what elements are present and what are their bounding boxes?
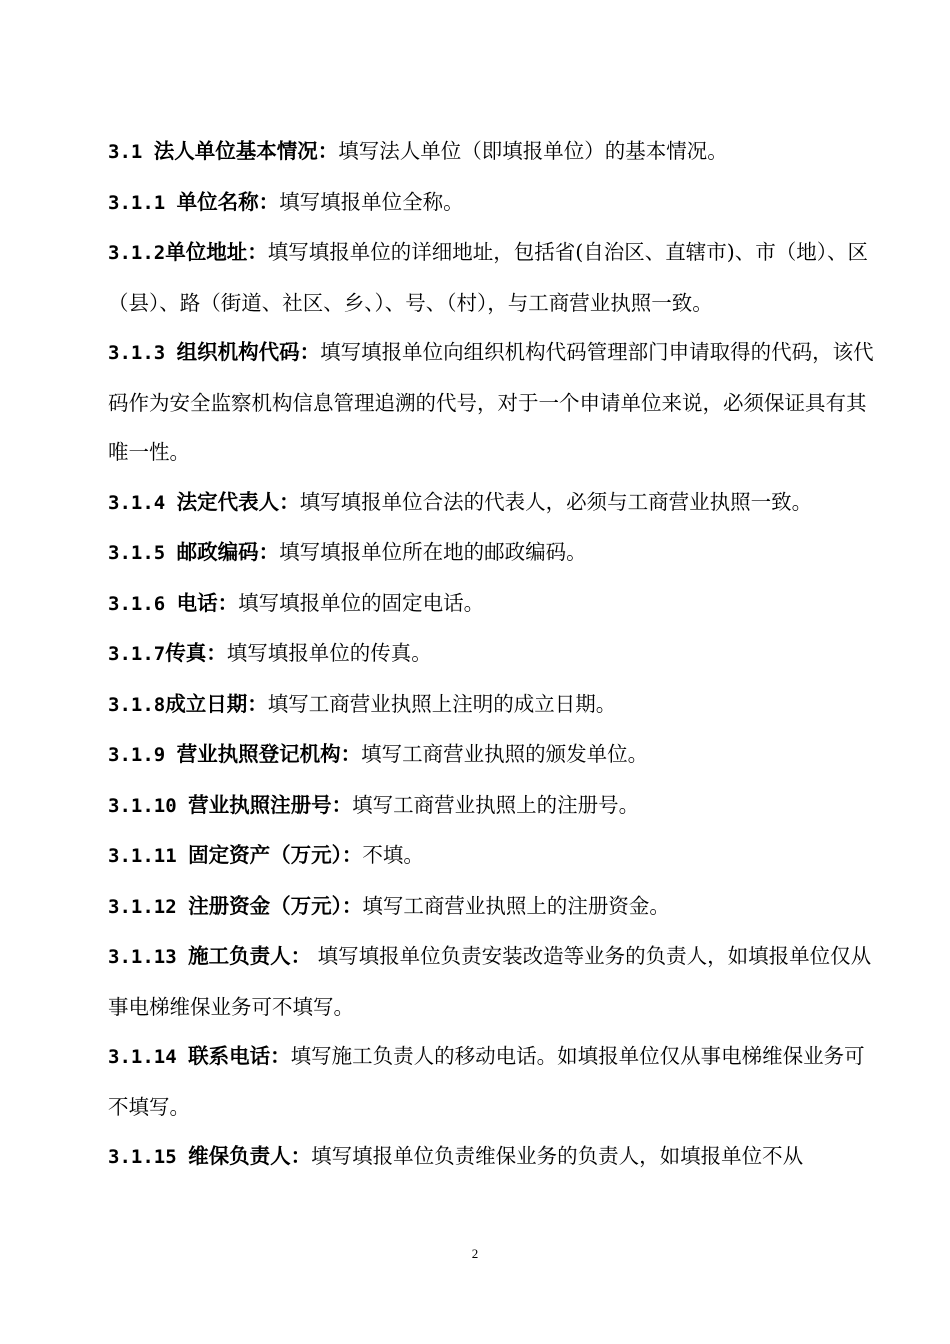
field-term: 邮政编码： [176, 540, 280, 564]
paragraph [108, 579, 878, 630]
section-number: 3.1.10 [108, 794, 189, 817]
field-term: 法人单位基本情况： [153, 139, 339, 163]
page-number: 2 [471, 1246, 479, 1261]
field-term: 注册资金（万元）： [188, 893, 363, 918]
paragraph [108, 730, 878, 781]
section-number: 3.1.14 [108, 1046, 189, 1068]
section-number: 3.1.1 [108, 191, 177, 214]
paragraph [108, 528, 878, 579]
field-term: 施工负责人： [188, 944, 312, 968]
field-description: 填写工商营业执照上的注册号。 [352, 792, 640, 817]
field-description: 填写填报单位负责安装改造等业务的负责人，如填报单位仅从事电梯维保业务可不填写。 [108, 944, 872, 1019]
section-number: 3.1.12 [108, 895, 189, 918]
section-number: 3.1.15 [108, 1146, 189, 1168]
field-description: 不填。 [362, 843, 424, 867]
section-number: 3.1.7 [108, 643, 166, 665]
section-number: 3.1.8 [108, 693, 166, 716]
field-term: 单位名称： [176, 189, 280, 214]
section-number: 3.1.6 [108, 592, 177, 615]
field-description: 填写填报单位的传真。 [226, 641, 432, 665]
field-term: 法定代表人： [176, 489, 300, 514]
field-description: 填写填报单位负责维保业务的负责人，如填报单位不从 [311, 1144, 804, 1168]
field-term: 固定资产（万元）： [188, 843, 363, 867]
field-description: 填写填报单位合法的代表人，必须与工商营业执照一致。 [299, 489, 813, 514]
paragraph [108, 178, 878, 229]
paragraph [108, 228, 878, 328]
field-description: 填写施工负责人的移动电话。如填报单位仅从事电梯维保业务可不填写。 [108, 1044, 865, 1119]
field-description: 填写法人单位（即填报单位）的基本情况。 [338, 139, 728, 163]
field-description: 填写填报单位的固定电话。 [238, 590, 485, 615]
paragraph [108, 781, 878, 832]
field-term: 营业执照注册号： [188, 792, 353, 817]
section-number: 3.1.2 [108, 242, 166, 264]
field-term: 联系电话： [188, 1044, 291, 1068]
field-description: 填写工商营业执照上的注册资金。 [362, 893, 670, 918]
field-description: 填写工商营业执照的颁发单位。 [361, 742, 649, 766]
document-body [108, 127, 878, 1183]
section-number: 3.1.9 [108, 744, 177, 766]
paragraph [108, 1132, 878, 1183]
field-term: 组织机构代码： [176, 340, 321, 364]
field-term: 成立日期： [165, 691, 268, 716]
field-term: 单位地址： [165, 240, 268, 264]
field-term: 营业执照登记机构： [176, 742, 362, 766]
section-number: 3.1.4 [108, 491, 177, 514]
section-number: 3.1 [108, 141, 154, 163]
paragraph [108, 629, 878, 680]
paragraph [108, 328, 878, 478]
field-description: 填写填报单位的详细地址，包括省(自治区、直辖市)、市（地）、区（县）、路（街道、社区、乡、）、号、（村），与工商营业执照一致。 [108, 240, 868, 315]
field-description: 填写填报单位向组织机构代码管理部门申请取得的代码，该代码作为安全监察机构信息管理追溯的代号，对于一个申请单位来说，必须保证具有其唯一性。 [108, 340, 874, 464]
paragraph [108, 882, 878, 933]
section-number: 3.1.3 [108, 342, 177, 364]
paragraph [108, 127, 878, 178]
field-term: 传真： [165, 641, 227, 665]
paragraph [108, 932, 878, 1032]
field-description: 填写填报单位所在地的邮政编码。 [279, 540, 587, 564]
paragraph [108, 680, 878, 731]
paragraph [108, 1032, 878, 1132]
section-number: 3.1.5 [108, 542, 177, 564]
field-term: 维保负责人： [188, 1144, 312, 1168]
field-description: 填写填报单位全称。 [279, 189, 464, 214]
paragraph [108, 831, 878, 882]
field-term: 电话： [176, 590, 239, 615]
section-number: 3.1.11 [108, 845, 189, 867]
section-number: 3.1.13 [108, 946, 189, 968]
field-description: 填写工商营业执照上注明的成立日期。 [267, 691, 617, 716]
paragraph [108, 478, 878, 529]
